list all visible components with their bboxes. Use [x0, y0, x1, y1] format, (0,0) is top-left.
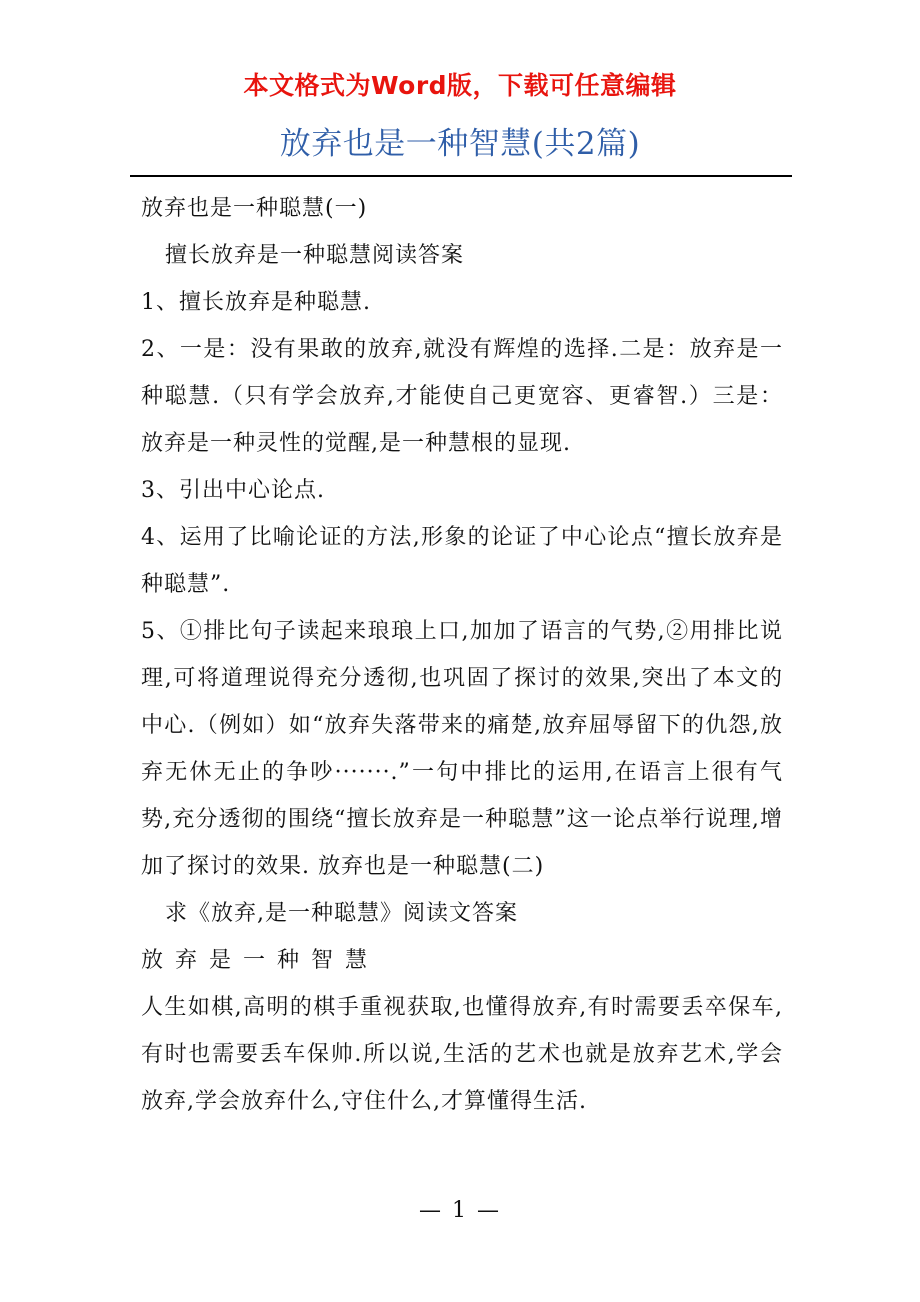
subheading-reading-answers: 求《放弃,是一种聪慧》阅读文答案: [165, 901, 518, 926]
answer-item-2: 2、一是：没有果敢的放弃,就没有辉煌的选择.二是：放弃是一种聪慧.（只有学会放弃,才能使自己更宽容、更睿智.）三是：放弃是一种灵性的觉醒,是一种慧根的显现.: [141, 337, 783, 456]
answer-item-5: 5、①排比句子读起来琅琅上口,加加了语言的气势,②用排比说理,可将道理说得充分透彻,也巩固了探讨的效果,突出了本文的中心.（例如）如“放弃失落带来的痛楚,放弃屈辱留下的仇怨,放弃无休无止的争吵·······.”一句中排比的运用,在语言上很有气势,充分透彻的围绕“擅长放弃是一种聪慧”这一论点举行说理,增加了探讨的效果. 放弃也是一种聪慧(二): [141, 619, 783, 879]
essay-paragraph: 人生如棋,高明的棋手重视获取,也懂得放弃,有时需要丢卒保车,有时也需要丢车保帅.所以说,生活的艺术也就是放弃艺术,学会放弃,学会放弃什么,守住什么,才算懂得生活.: [141, 995, 783, 1114]
answer-item-3: 3、引出中心论点.: [141, 478, 325, 503]
title-divider: [130, 175, 792, 177]
document-body: [141, 185, 783, 1125]
essay-title: 放弃是一种智慧: [141, 948, 380, 973]
subheading-answers: 擅长放弃是一种聪慧阅读答案: [165, 243, 465, 268]
answer-item-1: 1、擅长放弃是种聪慧.: [141, 290, 371, 315]
document-title: 放弃也是一种智慧(共2篇): [279, 126, 641, 162]
section-heading-one: 放弃也是一种聪慧(一): [141, 196, 368, 221]
answer-item-4: 4、运用了比喻论证的方法,形象的论证了中心论点“擅长放弃是种聪慧”.: [141, 525, 783, 597]
page-number: — 1 —: [419, 1198, 501, 1223]
word-format-banner: 本文格式为Word版，下载可任意编辑: [243, 71, 677, 100]
